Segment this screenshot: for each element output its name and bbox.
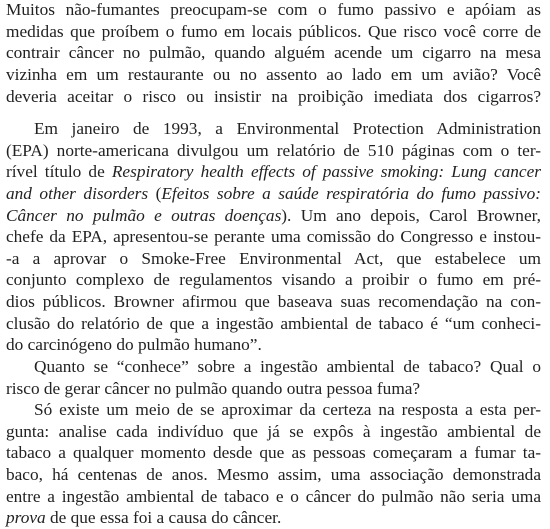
text-segment: risco de gerar câncer no pulmão quando outra pessoa fuma? [6, 378, 421, 398]
text-segment: clusão do relatório de que a ingestão ambiental de tabaco é “um conheci- [6, 313, 541, 333]
italic-emphasis: prova [6, 508, 46, 528]
text-line [6, 334, 541, 356]
text-line [6, 486, 541, 508]
text-line [6, 21, 541, 43]
text-line [6, 269, 541, 291]
text-segment: deveria aceitar o risco ou insistir na proibição imediata dos cigarros? [6, 86, 541, 106]
text-segment: Só existe um meio de se aproximar da certeza na resposta a esta per- [34, 400, 541, 419]
text-segment: contrair câncer no pulmão, quando alguém acende um cigarro na mesa [6, 43, 541, 63]
text-segment: de que essa foi a causa do câncer. [45, 508, 282, 528]
text-line [6, 205, 541, 227]
text-line [6, 464, 541, 486]
text-segment: conjunto complexo de regulamentos visando a proibir o fumo em pré- [6, 270, 541, 290]
italic-report-title: Respiratory health effects of passive smoking: Lung cancer [111, 162, 541, 182]
paragraph-question [6, 356, 541, 399]
text-line [6, 42, 541, 64]
text-line [6, 507, 541, 529]
text-line [6, 0, 541, 21]
text-line [6, 118, 541, 140]
text-segment: medidas que proíbem o fumo em locais públicos. Que risco você corre de [6, 21, 541, 41]
text-line [6, 442, 541, 464]
text-line [6, 86, 541, 108]
paragraph-epa-report [6, 118, 541, 356]
text-segment: Em janeiro de 1993, a Environmental Protection Administration [34, 119, 541, 138]
text-line [6, 291, 541, 313]
text-segment: -a a aprovar o Smoke-Free Environmental Act, que estabelece um [6, 248, 541, 268]
text-segment: vizinha em um restaurante ou no assento ao lado em um avião? Você [6, 64, 541, 84]
text-line [6, 183, 541, 205]
text-line [6, 161, 541, 183]
text-segment: rível título de [6, 162, 112, 182]
text-line [6, 248, 541, 270]
text-segment: Quanto se “conhece” sobre a ingestão ambiental de tabaco? Qual o [34, 357, 541, 376]
text-segment: do carcinógeno do pulmão humano”. [6, 335, 262, 355]
text-line [6, 64, 541, 86]
text-segment: chefe da EPA, apresentou-se perante uma comissão do Congresso e instou- [6, 227, 541, 247]
text-line [6, 313, 541, 335]
italic-report-title: and other disorders [6, 183, 149, 203]
text-line [6, 140, 541, 162]
text-line [6, 421, 541, 443]
text-segment: (EPA) norte-americana divulgou um relatório de 510 páginas com o ter- [6, 140, 541, 160]
italic-translated-title: Câncer no pulmão e outras doenças [6, 205, 282, 225]
text-segment: ). Um ano depois, Carol Browner, [281, 205, 541, 225]
paragraph-certainty [6, 399, 541, 529]
text-segment: tabaco a qualquer momento desde que as pessoas começaram a fumar ta- [6, 443, 541, 463]
italic-translated-title: Efeitos sobre a saúde respiratória do fumo passivo: [161, 183, 541, 203]
text-line [6, 356, 541, 378]
text-segment: Muitos não-fumantes preocupam-se com o fumo passivo e apóiam as [6, 0, 541, 19]
text-line [6, 226, 541, 248]
text-segment: baco, há centenas de anos. Mesmo assim, uma associação demonstrada [6, 464, 541, 484]
text-line [6, 378, 541, 400]
text-line [6, 399, 541, 421]
text-segment: gunta: analise cada indivíduo que já se expôs à ingestão ambiental de [6, 421, 541, 441]
text-segment: dios públicos. Browner afirmou que baseava suas recomendação na con- [6, 292, 541, 312]
text-segment: entre a ingestão ambiental de tabaco e o câncer do pulmão não seria uma [6, 486, 541, 506]
paragraph-intro [6, 0, 541, 107]
text-segment: ( [148, 183, 162, 203]
